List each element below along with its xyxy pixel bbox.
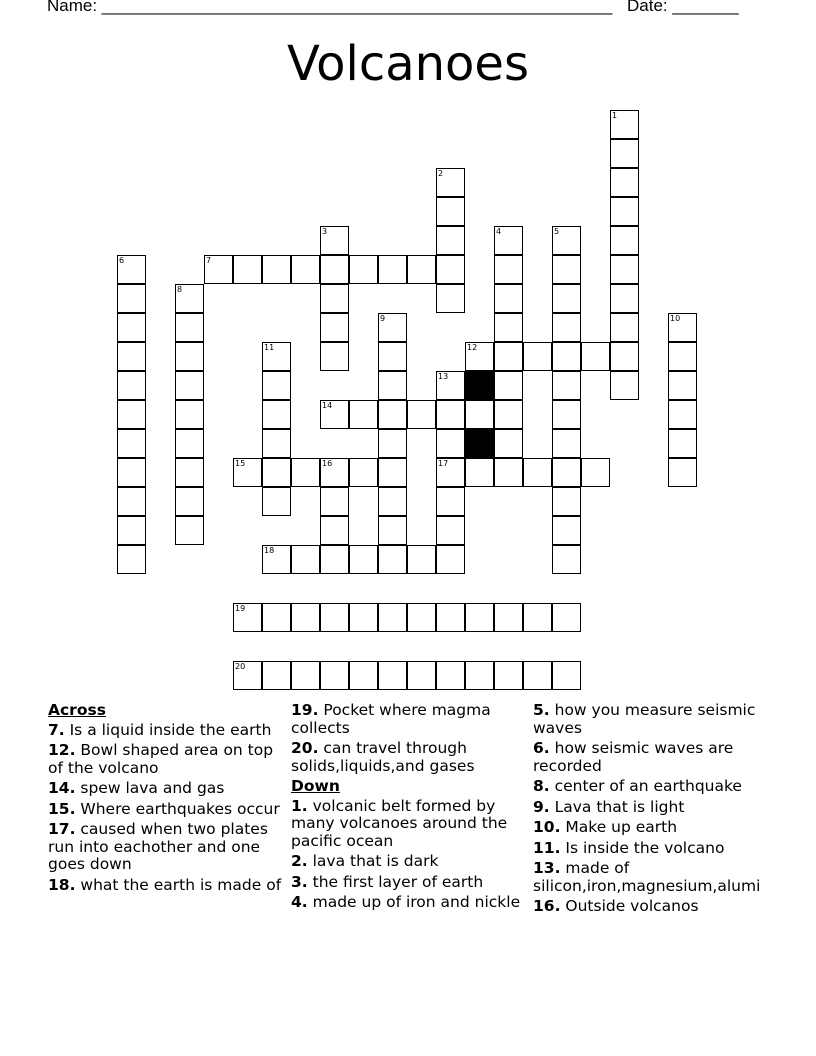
grid-cell[interactable] [320,226,349,255]
clue-number: 13. [533,859,561,877]
grid-cell[interactable] [465,400,494,429]
clue-number: 3. [291,872,308,891]
grid-cell[interactable] [262,458,291,487]
cell-number: 3 [322,227,328,236]
date-label: Date: [627,0,673,15]
clue-text: lava that is dark [307,852,439,870]
grid-cell[interactable] [262,255,291,284]
grid-cell[interactable] [407,661,436,690]
grid-cell[interactable] [494,255,523,284]
grid-cell[interactable] [494,661,523,690]
clue-text: volcanic belt formed by many volcanoes around the pacific ocean [291,796,508,850]
grid-cell[interactable] [465,342,494,371]
grid-cell[interactable] [175,458,204,487]
clue-text: Lava that is light [549,797,685,816]
clue-number: 11. [533,838,561,857]
grid-cell[interactable] [291,545,320,574]
grid-cell[interactable] [291,603,320,632]
clue-text: how you measure seismic waves [533,701,756,737]
name-line[interactable]: ______________________________________________________ [101,0,613,15]
grid-cell[interactable] [233,458,262,487]
grid-cell[interactable] [668,342,697,371]
grid-cell[interactable] [668,371,697,400]
grid-cell[interactable] [552,429,581,458]
grid-cell[interactable] [349,661,378,690]
grid-cell[interactable] [175,516,204,545]
grid-cell[interactable] [610,226,639,255]
clue-number: 16. [533,897,561,915]
grid-cell[interactable] [262,487,291,516]
clue-number: 15. [48,799,76,818]
clue-number: 19. [291,701,319,719]
grid-cell[interactable] [117,342,146,371]
clue-number: 9. [533,797,550,816]
cell-number: 20 [235,662,246,671]
clue-item[interactable] [291,874,523,892]
grid-cell[interactable] [378,487,407,516]
grid-cell[interactable] [581,342,610,371]
cell-number: 12 [467,343,478,352]
grid-cell[interactable] [175,487,204,516]
grid-cell[interactable] [465,458,494,487]
grid-cell[interactable] [117,545,146,574]
grid-cell[interactable] [552,516,581,545]
clue-item[interactable] [533,840,773,858]
grid-cell[interactable] [610,168,639,197]
grid-cell[interactable] [378,429,407,458]
clue-text: how seismic waves are recorded [533,739,734,775]
grid-cell[interactable] [610,313,639,342]
grid-cell[interactable] [436,545,465,574]
cell-number: 10 [670,314,681,323]
grid-cell[interactable] [494,371,523,400]
clue-number: 1. [291,796,308,815]
grid-cell[interactable] [175,371,204,400]
clue-number: 5. [533,701,550,719]
grid-cell[interactable] [320,284,349,313]
grid-cell[interactable] [291,458,320,487]
grid-cell[interactable] [552,371,581,400]
grid-cell[interactable] [117,429,146,458]
grid-cell[interactable] [436,661,465,690]
grid-cell[interactable] [378,342,407,371]
grid-cell[interactable] [552,603,581,632]
grid-cell[interactable] [552,487,581,516]
grid-cell[interactable] [117,400,146,429]
grid-cell[interactable] [465,603,494,632]
grid-cell[interactable] [494,400,523,429]
grid-cell[interactable] [407,603,436,632]
grid-cell[interactable] [523,458,552,487]
clue-item[interactable] [533,860,773,895]
clue-number: 8. [533,777,550,795]
clue-item[interactable] [291,740,523,775]
grid-cell[interactable] [175,400,204,429]
clues-column-3 [533,702,773,919]
grid-block [465,429,494,458]
grid-cell[interactable] [610,139,639,168]
clue-text: caused when two plates run into eachother and one goes down [48,820,268,873]
grid-cell[interactable] [610,255,639,284]
grid-cell[interactable] [117,487,146,516]
grid-cell[interactable] [436,168,465,197]
grid-cell[interactable] [494,458,523,487]
grid-cell[interactable] [378,458,407,487]
clue-number: 17. [48,820,76,838]
grid-cell[interactable] [552,400,581,429]
grid-cell[interactable] [494,603,523,632]
grid-cell[interactable] [320,545,349,574]
grid-cell[interactable] [117,255,146,284]
grid-cell[interactable] [262,661,291,690]
cell-number: 6 [119,256,125,265]
grid-cell[interactable] [175,313,204,342]
grid-cell[interactable] [436,458,465,487]
clue-item[interactable] [48,877,283,895]
grid-cell[interactable] [552,226,581,255]
grid-cell[interactable] [175,284,204,313]
clue-item[interactable] [533,819,773,837]
clues-column-2 [291,702,523,915]
clue-text: Is inside the volcano [560,838,725,857]
grid-cell[interactable] [320,487,349,516]
grid-cell[interactable] [436,197,465,226]
cell-number: 15 [235,459,246,468]
grid-cell[interactable] [436,487,465,516]
clues-column-1 [48,702,283,897]
grid-cell[interactable] [175,429,204,458]
grid-cell[interactable] [668,458,697,487]
grid-cell[interactable] [610,371,639,400]
grid-cell[interactable] [436,226,465,255]
clue-text: can travel through solids,liquids,and gases [291,739,475,775]
clue-text: made up of iron and nickle [307,893,521,911]
grid-cell[interactable] [262,400,291,429]
grid-cell[interactable] [436,429,465,458]
grid-cell[interactable] [233,661,262,690]
clue-item[interactable] [48,801,283,819]
clue-section-heading: Down [291,777,340,795]
grid-cell[interactable] [523,342,552,371]
grid-cell[interactable] [320,313,349,342]
grid-cell[interactable] [320,603,349,632]
clue-item[interactable] [48,722,283,740]
grid-cell[interactable] [262,603,291,632]
grid-cell[interactable] [320,255,349,284]
grid-cell[interactable] [523,603,552,632]
clue-text: Outside volcanos [560,897,699,915]
cell-number: 19 [235,604,246,613]
page-title: Volcanoes [287,36,529,92]
grid-cell[interactable] [378,255,407,284]
grid-cell[interactable] [407,255,436,284]
grid-cell[interactable] [436,371,465,400]
grid-cell[interactable] [320,458,349,487]
clue-item[interactable] [291,894,523,912]
grid-cell[interactable] [320,342,349,371]
clue-item[interactable] [291,702,523,737]
grid-cell[interactable] [291,255,320,284]
grid-cell[interactable] [349,603,378,632]
grid-cell[interactable] [378,661,407,690]
clue-number: 6. [533,739,550,757]
grid-cell[interactable] [494,342,523,371]
grid-cell[interactable] [610,342,639,371]
cell-number: 5 [554,227,560,236]
clue-text: spew lava and gas [75,779,225,797]
grid-cell[interactable] [117,371,146,400]
grid-cell[interactable] [117,284,146,313]
clue-item[interactable] [533,898,773,916]
clue-text: Bowl shaped area on top of the volcano [48,741,274,777]
clue-item[interactable] [533,799,773,817]
clue-item[interactable] [291,853,523,871]
clue-section-heading: Across [48,701,106,719]
grid-cell[interactable] [552,545,581,574]
cell-number: 7 [206,256,212,265]
clue-number: 7. [48,720,65,739]
clue-text: center of an earthquake [549,777,742,795]
clue-text: Make up earth [560,818,678,836]
grid-cell[interactable] [378,545,407,574]
grid-cell[interactable] [291,661,320,690]
cell-number: 4 [496,227,502,236]
grid-cell[interactable] [494,226,523,255]
clue-item[interactable] [533,778,773,796]
grid-cell[interactable] [175,342,204,371]
date-line[interactable]: _______ [672,0,739,15]
grid-cell[interactable] [349,458,378,487]
grid-cell[interactable] [262,545,291,574]
grid-cell[interactable] [378,313,407,342]
grid-cell[interactable] [610,284,639,313]
grid-cell[interactable] [320,516,349,545]
clue-text: Pocket where magma collects [291,701,491,737]
cell-number: 16 [322,459,333,468]
grid-cell[interactable] [349,400,378,429]
grid-cell[interactable] [552,255,581,284]
grid-cell[interactable] [436,400,465,429]
clue-item[interactable] [291,798,523,851]
clue-item[interactable] [533,702,773,737]
grid-cell[interactable] [668,400,697,429]
grid-cell[interactable] [436,603,465,632]
grid-cell[interactable] [436,284,465,313]
clue-number: 14. [48,779,76,797]
grid-cell[interactable] [320,661,349,690]
grid-cell[interactable] [610,197,639,226]
grid-cell[interactable] [436,255,465,284]
clue-item[interactable] [48,780,283,798]
clue-text: Is a liquid inside the earth [64,720,272,739]
grid-cell[interactable] [552,313,581,342]
cell-number: 2 [438,169,444,178]
grid-cell[interactable] [668,429,697,458]
grid-cell[interactable] [378,371,407,400]
grid-cell[interactable] [552,284,581,313]
name-label: Name: [47,0,102,15]
grid-cell[interactable] [610,110,639,139]
clue-item[interactable] [48,821,283,874]
grid-cell[interactable] [117,516,146,545]
grid-cell[interactable] [494,313,523,342]
clue-number: 4. [291,893,308,911]
grid-cell[interactable] [552,458,581,487]
grid-cell[interactable] [581,458,610,487]
grid-cell[interactable] [552,342,581,371]
grid-cell[interactable] [117,458,146,487]
grid-cell[interactable] [494,429,523,458]
grid-cell[interactable] [349,545,378,574]
clue-text: Where earthquakes occur [75,799,280,818]
clue-text: what the earth is made of [75,875,282,894]
grid-cell[interactable] [436,516,465,545]
grid-cell[interactable] [233,603,262,632]
grid-cell[interactable] [378,603,407,632]
cell-number: 18 [264,546,275,555]
grid-cell[interactable] [262,342,291,371]
clue-text: made of silicon,iron,magnesium,alumi [533,859,761,895]
clue-item[interactable] [533,740,773,775]
cell-number: 1 [612,111,618,120]
grid-cell[interactable] [378,516,407,545]
clue-number: 18. [48,875,76,894]
clue-number: 12. [48,741,76,759]
clue-number: 20. [291,739,319,757]
clue-number: 10. [533,818,561,836]
grid-cell[interactable] [320,400,349,429]
grid-cell[interactable] [262,371,291,400]
cell-number: 17 [438,459,449,468]
cell-number: 9 [380,314,386,323]
cell-number: 8 [177,285,183,294]
grid-cell[interactable] [494,284,523,313]
grid-cell[interactable] [465,661,494,690]
grid-cell[interactable] [233,255,262,284]
cell-number: 14 [322,401,333,410]
grid-cell[interactable] [117,313,146,342]
grid-cell[interactable] [407,545,436,574]
grid-cell[interactable] [552,661,581,690]
grid-cell[interactable] [204,255,233,284]
clue-item[interactable] [48,742,283,777]
grid-cell[interactable] [407,400,436,429]
grid-cell[interactable] [668,313,697,342]
grid-cell[interactable] [262,429,291,458]
grid-block [465,371,494,400]
grid-cell[interactable] [349,255,378,284]
grid-cell[interactable] [523,661,552,690]
cell-number: 11 [264,343,275,352]
cell-number: 13 [438,372,449,381]
clue-number: 2. [291,852,308,870]
clue-text: the first layer of earth [307,872,484,891]
grid-cell[interactable] [378,400,407,429]
